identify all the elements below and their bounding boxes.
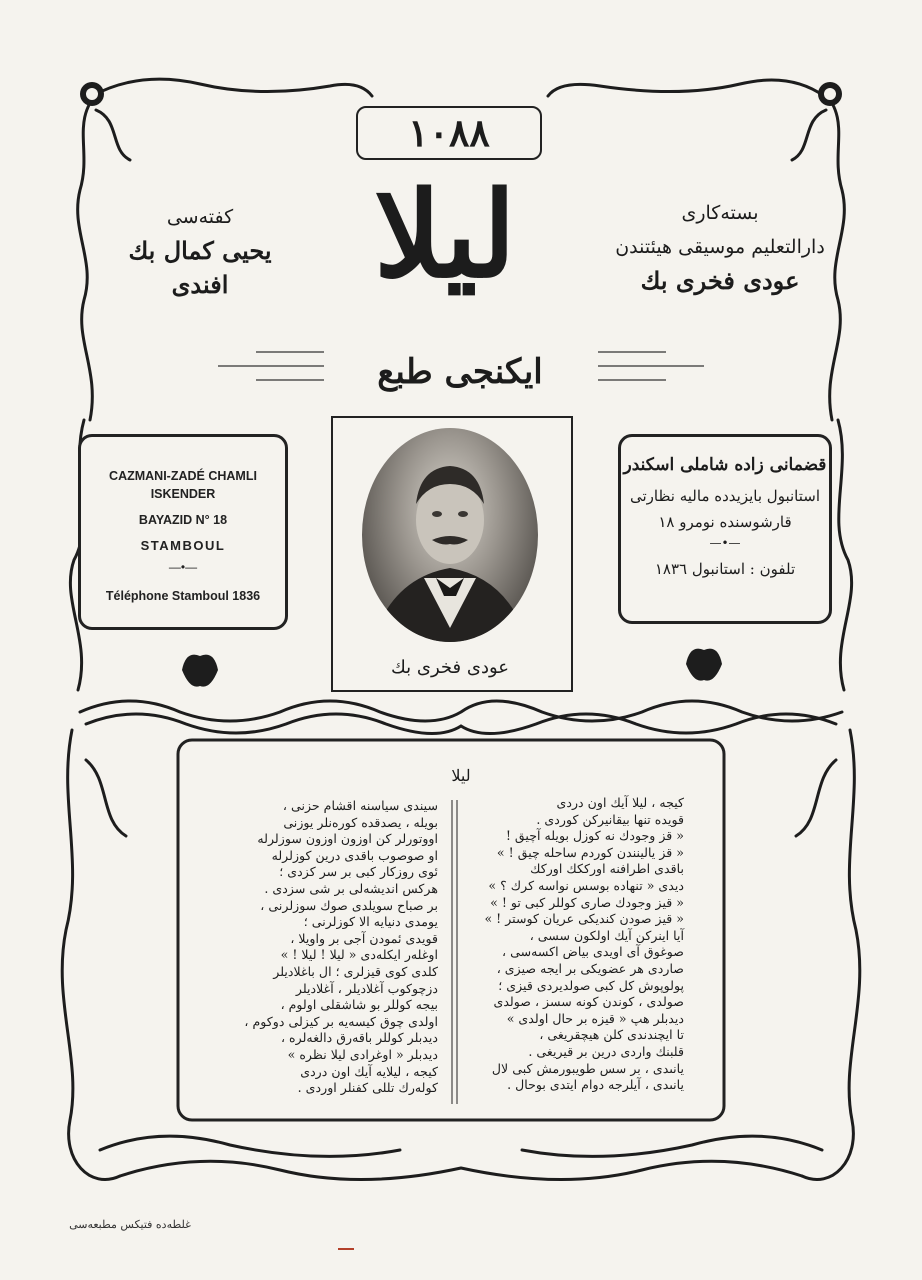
poem-line: اولدى چوق كيسەيه بر كيزلى دوكوم ، [244, 1013, 438, 1029]
publisher-name: CAZMANI-ZADÉ CHAMLI ISKENDER [109, 469, 257, 501]
poem-line: كيجه ، ليلايه آيك اون دردى [300, 1063, 438, 1079]
catalog-number: ١٠٨٨ [356, 106, 542, 160]
publisher-name-ottoman: قضمانى زادە شاملى اسكندر [623, 455, 827, 475]
composer-name: عودى فخرى بك [640, 266, 800, 295]
publisher-address-line1: استانبول بايزيدده ماليه نظارتى [630, 487, 820, 505]
publisher-phone: Téléphone Stamboul 1836 [105, 589, 261, 603]
poem-line: « قز يالينندن كوردم ساحله چيق ! » [496, 844, 684, 860]
edition-subtitle: ايكنجى طبع [377, 352, 543, 392]
poem-line: اوغلەر ايكلەدى « ليلا ! ليلا ! » [280, 947, 438, 963]
portrait-caption: عودى فخرى بك [390, 657, 509, 678]
poem-line: ديدبلر كوللر باقەرق دالغەلره ، [280, 1030, 438, 1046]
frame-middle-divider [80, 701, 842, 721]
song-title: ليلا [374, 165, 516, 304]
poem-line: ديدبلر هپ « قيزه بر حال اولدى » [506, 1010, 684, 1026]
publisher-street: BAYAZID N° 18 [138, 513, 228, 527]
poem-line: قلبنك واردى درين بر قيريغى . [528, 1043, 684, 1059]
poem-line: بويله ، يصدقده كورەنلر يوزنى [283, 814, 438, 830]
poem-line: ديدى « تنهاده بوسس نواسه كرك ؟ » [488, 877, 684, 893]
poem-line: تا ايچندندى كلن هيچقريغى ، [539, 1027, 684, 1043]
composer-credit [610, 196, 830, 298]
flower-ornament-right [686, 649, 722, 681]
publisher-address-ottoman [618, 434, 832, 624]
poem-line: يانىدى ، بر سس طويبورمش كبى لال [491, 1060, 684, 1076]
poem-line: دزچوكوب آغلاديلر ، آغلاديلر [295, 980, 438, 996]
poem-line: سيندى سياسنه اقشام حزنى ، [282, 798, 438, 813]
composer-institution: دارالتعليم موسيقى هيئتندن [615, 236, 825, 258]
publisher-address-latin [78, 434, 288, 630]
poem-line: كيجه ، ليلا آيك اون دردى [556, 795, 684, 810]
lyricist-credit [100, 200, 300, 302]
frame-top-border [92, 79, 372, 96]
poem-line: « قيز صودن كنديكى عريان كوستر ! » [484, 911, 684, 927]
printer-imprint: غلطەدە فتيكس مطبعەسى [69, 1218, 191, 1231]
poem-line: بيجه كوللر بو شاشقلى اولوم ، [280, 997, 438, 1013]
publisher-address-line2: قارشوسنده نومرو ١٨ [658, 513, 792, 531]
composer-role: بستەكارى [681, 202, 759, 224]
poem-line: بر صباح سويلدى صوك سوزلرنى ، [260, 897, 438, 913]
poem-line: ئوى روزكار كبى بر سر كزدى ؛ [279, 864, 438, 880]
poem-line: يومدى دنيايه الا كوزلرنى ؛ [303, 914, 438, 930]
poem-line: يانىدى ، آيلرجه دوام ايتدى بوحال . [507, 1077, 684, 1093]
poem-line: « قز وجودك نه كوزل بويله آچيق ! [505, 828, 684, 844]
poem-line: كلدى كوى قيزلرى ؛ ال باغلاديلر [273, 963, 438, 979]
publisher-city: STAMBOUL [140, 538, 226, 553]
lyricist-role: كفتەسى [166, 206, 234, 228]
poem-line: قويده تنها بيقانيركن كوردى . [536, 811, 684, 827]
poem-line: « قيز وجودك صارى كوللر كبى تو ! » [490, 894, 684, 910]
poem-line: آيا اينركن آيك اولكون سسى ، [529, 927, 684, 943]
address-separator-ottoman: —•— [709, 536, 741, 550]
publisher-phone-ottoman: تلفون : استانبول ١٨٣٦ [654, 560, 796, 578]
lyricist-name: يحيى كمال بك افندى [128, 236, 272, 299]
poem-line: پولوپوش كل كبى صولديردى قيزى ؛ [498, 977, 684, 993]
poem-line: او صوصوب باقدى درين كوزلرله [271, 847, 438, 863]
poem-right-column [474, 795, 684, 1094]
flower-ornament-left [182, 655, 218, 687]
portrait-figure [362, 428, 538, 642]
poem-line: صاردى هر عضويكى بر ايجه صيزى ، [496, 960, 684, 976]
poem-line: اووتورلر كن اوزون اوزون سوزلرله [257, 831, 438, 847]
address-separator: —•— [168, 560, 198, 574]
poem-line: باقدى اطرافنه اورككك اوركك [530, 861, 684, 877]
poem-line: قويدى ئمودن آجى بر واويلا ، [290, 930, 438, 946]
composer-portrait [362, 428, 538, 642]
poem-line: هركس انديشەلى بر شى سزدى . [264, 880, 438, 896]
poem-left-column [228, 798, 438, 1097]
poem-line: صوغوق آى اويدى بياض اكسەسى ، [502, 944, 684, 960]
frame-bottom-border [62, 730, 120, 1179]
poem-title: ليلا [451, 766, 471, 785]
poem-line: ديدبلر « اوغرادى ليلا نظره » [287, 1046, 438, 1062]
poem-line: كولەرك تللى كفنلر اوردى . [297, 1080, 438, 1096]
poem-line: صولدى ، كوندن كونه سسز ، صولدى [493, 994, 684, 1010]
